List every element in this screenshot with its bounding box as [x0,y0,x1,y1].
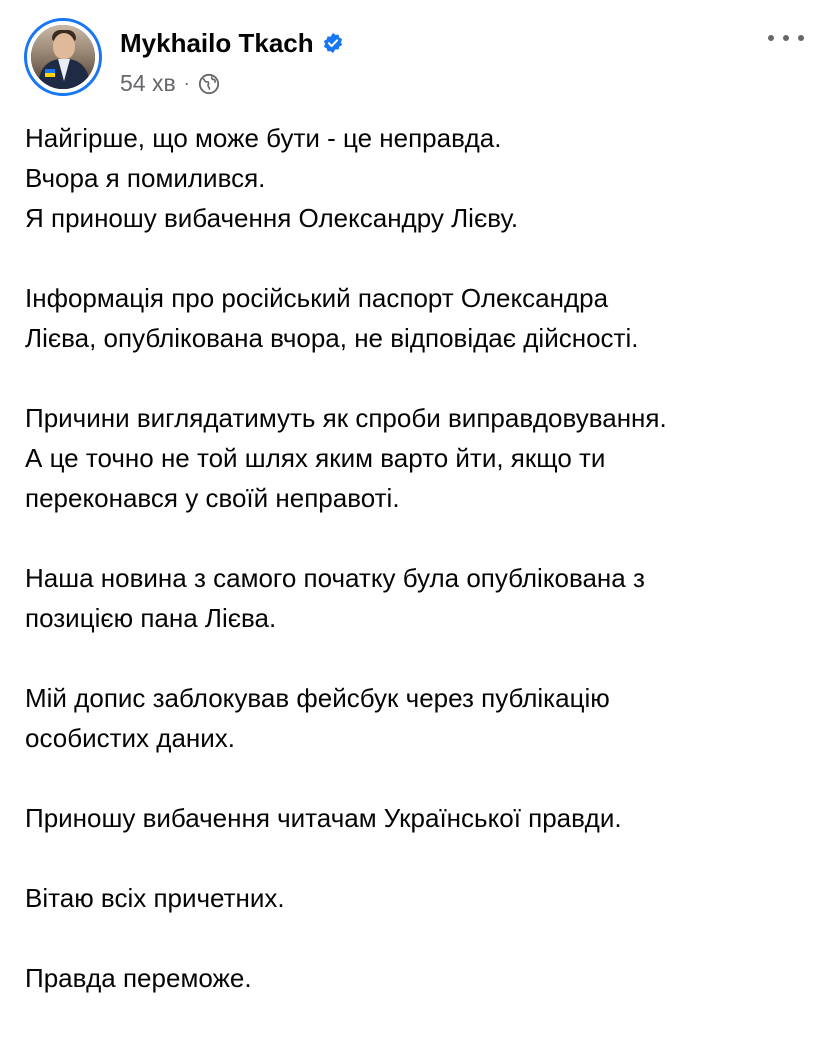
post-paragraph [25,958,815,998]
post-text-line: особистих даних. [25,723,236,753]
more-dot [783,35,789,41]
post-timestamp[interactable]: 54 хв [120,70,176,96]
post-text-line: Я приношу вибачення Олександру Лієву. [25,203,519,233]
author-row [120,26,344,60]
post-text-line: Вітаю всіх причетних. [25,883,285,913]
post-paragraph [25,558,815,638]
post-text-line: Мій допис заблокував фейсбук через публікацію [25,683,610,713]
post-paragraph [25,678,815,758]
post-header [24,18,804,102]
author-name[interactable]: Mykhailo Tkach [120,28,314,58]
post-paragraph [25,878,815,918]
post-text-line: Правда переможе. [25,963,252,993]
more-dot [798,35,804,41]
avatar[interactable] [24,18,102,96]
post-text-line: Причини виглядатимуть як спроби виправдовування. [25,403,667,433]
post-paragraph [25,278,815,358]
post-text-line: Приношу вибачення читачам Української правди. [25,803,622,833]
meta-separator: · [183,73,190,93]
post-text-line: переконався у своїй неправоті. [25,483,400,513]
more-options-button[interactable] [768,28,804,48]
post-text-line: А це точно не той шлях яким варто йти, якщо ти [25,443,606,473]
profile-photo [31,25,95,89]
post-text-line: Вчора я помилився. [25,163,266,193]
post-text-line: позицією пана Лієва. [25,603,277,633]
post-text [25,118,815,1038]
verified-badge-icon [322,32,344,54]
globe-icon[interactable] [198,72,220,94]
post-paragraph [25,798,815,838]
post-text-line: Найгірше, що може бути - це неправда. [25,123,502,153]
post-paragraph [25,118,815,238]
more-horizontal-icon [768,35,774,41]
post-text-line: Лієва, опублікована вчора, не відповідає дійсності. [25,323,639,353]
post-text-line: Інформація про російський паспорт Олександра [25,283,609,313]
post-meta [120,68,220,98]
post-paragraph [25,398,815,518]
post-text-line: Наша новина з самого початку була опублікована з [25,563,645,593]
